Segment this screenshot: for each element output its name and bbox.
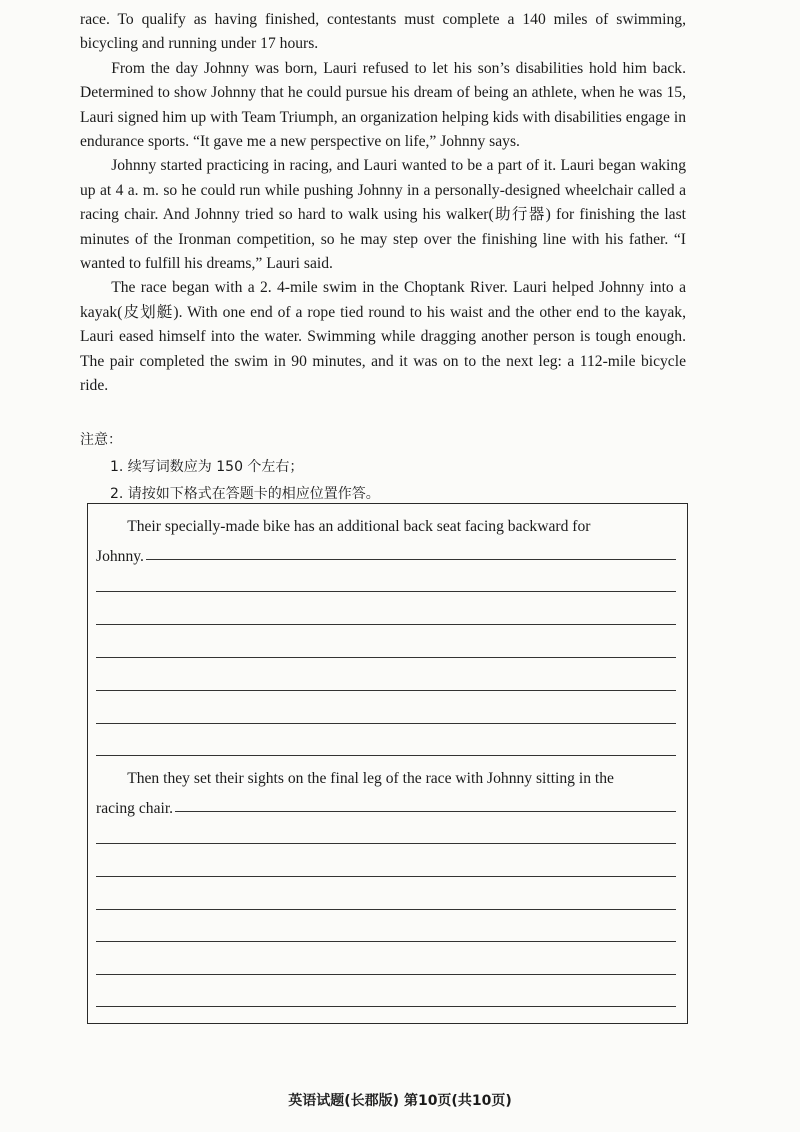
writing-line[interactable] (96, 1006, 676, 1007)
writing-line[interactable] (96, 876, 676, 877)
continuation-prompt-1 (96, 514, 676, 566)
writing-line[interactable] (96, 657, 676, 658)
writing-line[interactable] (146, 559, 676, 560)
prompt-1-line-2: Johnny. (96, 548, 144, 565)
notes-heading: 注意： (80, 432, 122, 448)
writing-line[interactable] (96, 723, 676, 724)
notes-section (80, 427, 380, 508)
passage-paragraph-0: race. To qualify as having finished, contestants must complete a 140 miles of swimming, bicycling and running under 17 hours. (80, 11, 686, 53)
reading-passage (80, 8, 686, 399)
passage-paragraph-1: From the day Johnny was born, Lauri refused to let his son’s disabilities hold him back. Determined to show Johnny that he could pursue his dream of being an athlete, when he was 15, Lauri signed him up with Team Triumph, an organization helping kids with disabilities engage in endurance sports. “It gave me a new perspective on life,” Johnny says. (80, 59, 686, 151)
writing-line[interactable] (96, 591, 676, 592)
writing-line[interactable] (96, 909, 676, 910)
writing-line[interactable] (96, 941, 676, 942)
answer-box (87, 503, 688, 1024)
prompt-2-line-2: racing chair. (96, 800, 174, 817)
writing-line[interactable] (96, 755, 676, 756)
prompt-1-line-1: Their specially-made bike has an additional back seat facing backward for (127, 518, 591, 535)
prompt-2-line-1: Then they set their sights on the final leg of the race with Johnny sitting in the (127, 770, 614, 787)
continuation-prompt-2 (96, 766, 676, 818)
writing-line[interactable] (96, 624, 676, 625)
writing-line[interactable] (96, 974, 676, 975)
page-footer: 英语试题(长郡版) 第10页(共10页) (288, 1093, 512, 1109)
writing-line[interactable] (175, 811, 676, 812)
note-item-answer-format: 2. 请按如下格式在答题卡的相应位置作答。 (110, 486, 380, 502)
passage-paragraph-3: The race began with a 2. 4-mile swim in the Choptank River. Lauri helped Johnny into a kayak(皮划艇). With one end of a rope tied round to his waist and the other end to the kayak, Lauri eased himself into the water. Swimming while dragging another person is tough enough. The pair completed the swim in 90 minutes, and it was on to the next leg: a 112-mile bicycle ride. (80, 279, 686, 395)
writing-line[interactable] (96, 690, 676, 691)
passage-paragraph-2: Johnny started practicing in racing, and Lauri wanted to be a part of it. Lauri began waking up at 4 a. m. so he could run while pushing Johnny in a personally-designed wheelchair called a racing chair. And Johnny tried so hard to walk using his walker(助行器) for finishing the last minutes of the Ironman competition, so he may step over the finishing line with his father. “I wanted to fulfill his dreams,” Lauri said. (80, 157, 686, 273)
note-item-word-count: 1. 续写词数应为 150 个左右； (110, 459, 304, 475)
writing-line[interactable] (96, 843, 676, 844)
